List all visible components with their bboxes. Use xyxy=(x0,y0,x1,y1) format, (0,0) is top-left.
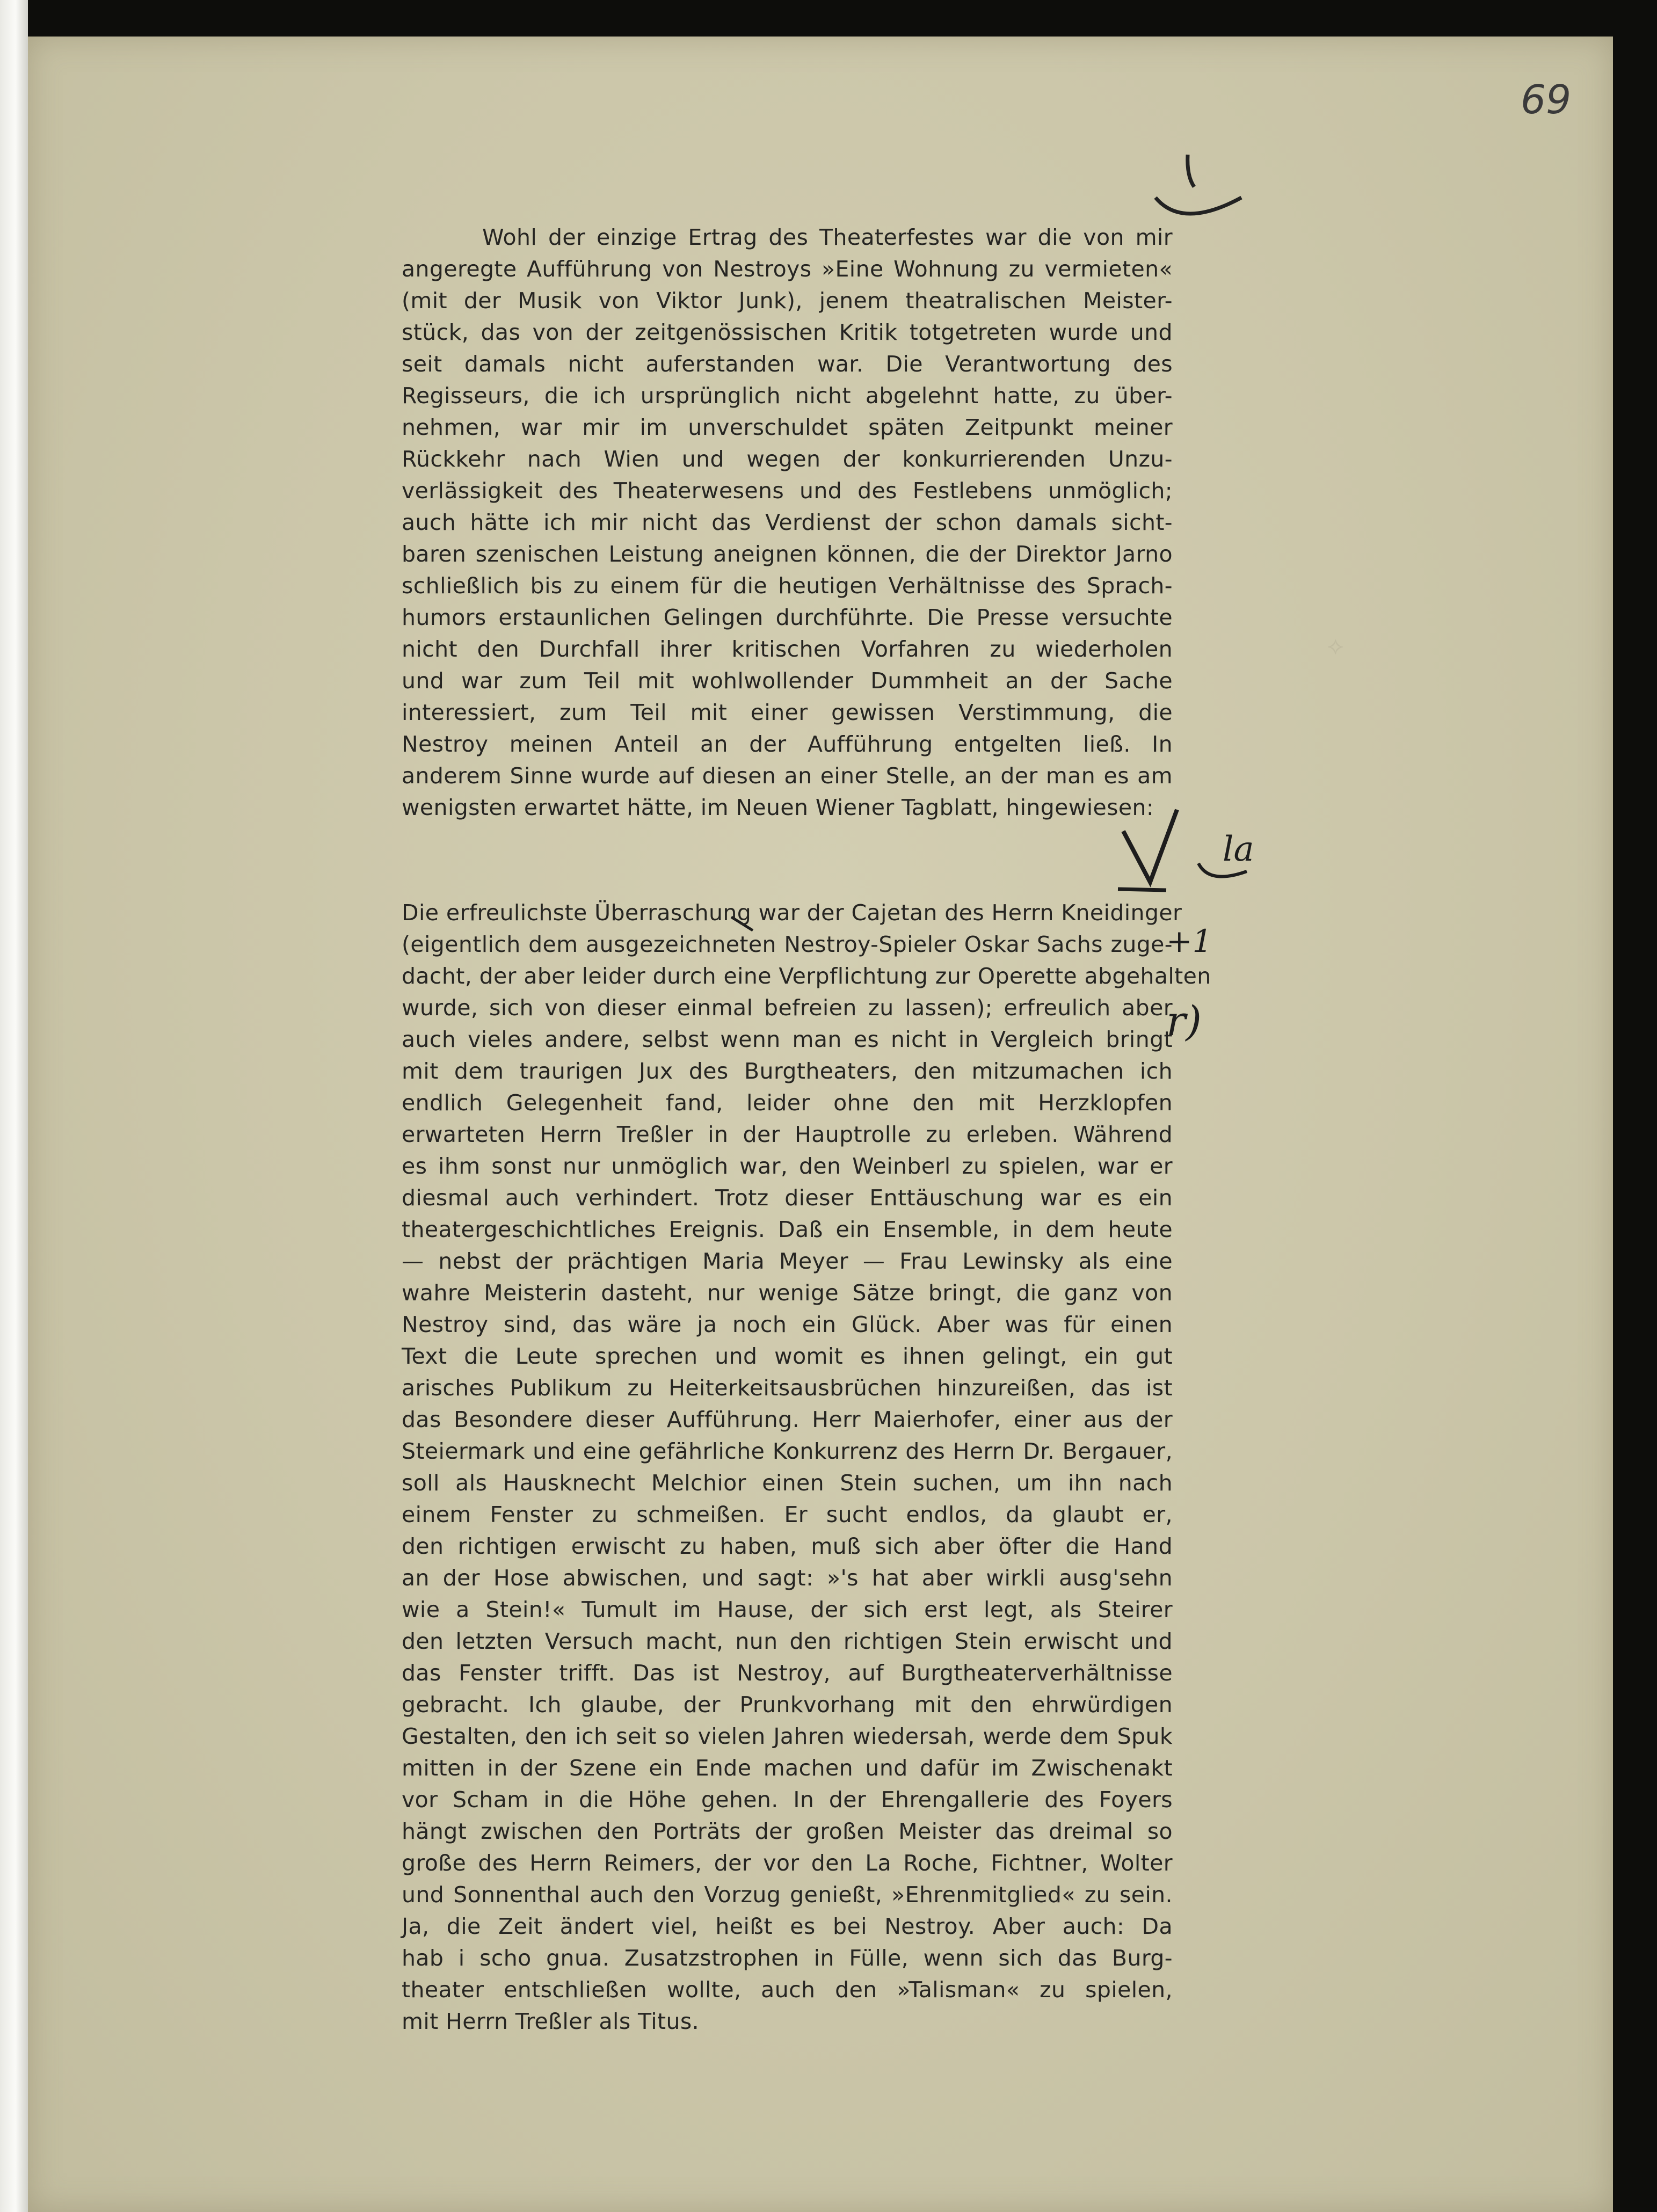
text-line: das Besondere dieser Aufführung. Herr Maierhofer, einer aus der xyxy=(402,1407,1173,1432)
text-line: Ja, die Zeit ändert viel, heißt es bei Nestroy. Aber auch: Da xyxy=(402,1913,1173,1939)
text-line: Wohl der einzige Ertrag des Theaterfestes war die von mir xyxy=(482,224,1173,250)
text-line: den letzten Versuch macht, nun den richtigen Stein erwischt und xyxy=(402,1628,1173,1654)
text-line: Nestroy meinen Anteil an der Aufführung entgelten ließ. In xyxy=(402,731,1173,757)
page-number: 69 xyxy=(1521,77,1572,123)
text-line: das Fenster trifft. Das ist Nestroy, auf Burgtheaterverhältnisse xyxy=(402,1660,1173,1686)
margin-mark-la: la xyxy=(1223,830,1254,869)
text-line: Steiermark und eine gefährliche Konkurrenz des Herrn Dr. Bergauer, xyxy=(402,1438,1173,1464)
margin-mark-plus: +1 xyxy=(1166,923,1212,959)
text-line: endlich Gelegenheit fand, leider ohne den mit Herzklopfen xyxy=(402,1090,1173,1116)
text-line: mitten in der Szene ein Ende machen und dafür im Zwischenakt xyxy=(402,1755,1173,1781)
text-line: theatergeschichtliches Ereignis. Daß ein Ensemble, in dem heute xyxy=(402,1217,1173,1242)
text-line: baren szenischen Leistung aneignen können, die der Direktor Jarno xyxy=(402,541,1173,567)
margin-mark-r: r) xyxy=(1166,997,1202,1045)
text-line: hab i scho gnua. Zusatzstrophen in Fülle, wenn sich das Burg- xyxy=(402,1945,1173,1971)
text-line: wenigsten erwartet hätte, im Neuen Wiener Tagblatt, hingewiesen: xyxy=(402,795,1154,820)
text-line: humors erstaunlichen Gelingen durchführte. Die Presse versuchte xyxy=(402,605,1173,630)
text-line: und war zum Teil mit wohlwollender Dummheit an der Sache xyxy=(402,668,1173,694)
text-line: soll als Hausknecht Melchior einen Stein suchen, um ihn nach xyxy=(402,1470,1173,1496)
text-line: interessiert, zum Teil mit einer gewissen Verstimmung, die xyxy=(402,700,1173,725)
text-line: — nebst der prächtigen Maria Meyer — Frau Lewinsky als eine xyxy=(402,1248,1173,1274)
text-line: wahre Meisterin dasteht, nur wenige Sätze bringt, die ganz von xyxy=(402,1280,1173,1306)
text-line: (eigentlich dem ausgezeichneten Nestroy-Spieler Oskar Sachs zuge- xyxy=(402,932,1173,957)
text-line: seit damals nicht auferstanden war. Die Verantwortung des xyxy=(402,351,1173,377)
text-line: theater entschließen wollte, auch den »Talisman« zu spielen, xyxy=(402,1977,1173,2003)
text-line: diesmal auch verhindert. Trotz dieser Enttäuschung war es ein xyxy=(402,1185,1173,1211)
text-line: mit dem traurigen Jux des Burgtheaters, den mitzumachen ich xyxy=(402,1058,1173,1084)
text-line: wie a Stein!« Tumult im Hause, der sich erst legt, als Steirer xyxy=(402,1597,1173,1622)
text-line: gebracht. Ich glaube, der Prunkvorhang mit den ehrwürdigen xyxy=(402,1692,1173,1718)
text-line: auch vieles andere, selbst wenn man es nicht in Vergleich bringt xyxy=(402,1027,1173,1052)
pen-mark-top-arc xyxy=(1155,198,1241,214)
paragraph-2-quotation xyxy=(402,897,1211,2038)
text-line: es ihm sonst nur unmöglich war, den Weinberl zu spielen, war er xyxy=(402,1153,1173,1179)
text-line: hängt zwischen den Porträts der großen Meister das dreimal so xyxy=(402,1818,1173,1844)
text-line: arisches Publikum zu Heiterkeitsausbrüchen hinzureißen, das ist xyxy=(402,1375,1173,1401)
text-line: vor Scham in die Höhe gehen. In der Ehrengallerie des Foyers xyxy=(402,1787,1173,1813)
text-line: an der Hose abwischen, und sagt: »'s hat aber wirkli ausg'sehn xyxy=(402,1565,1173,1591)
text-line: erwarteten Herrn Treßler in der Hauptrolle zu erleben. Während xyxy=(402,1122,1173,1147)
text-line: schließlich bis zu einem für die heutigen Verhältnisse des Sprach- xyxy=(402,573,1173,599)
text-line: nicht den Durchfall ihrer kritischen Vorfahren zu wiederholen xyxy=(402,636,1173,662)
paragraph-1 xyxy=(402,222,1173,824)
text-line: und Sonnenthal auch den Vorzug genießt, »Ehrenmitglied« zu sein. xyxy=(402,1882,1173,1908)
text-line: dacht, der aber leider durch eine Verpflichtung zur Operette abgehalten xyxy=(402,963,1211,989)
text-line: den richtigen erwischt zu haben, muß sich aber öfter die Hand xyxy=(402,1533,1173,1559)
text-line: verlässigkeit des Theaterwesens und des Festlebens unmöglich; xyxy=(402,478,1173,504)
bleed-through-ghost: ⟡ xyxy=(1327,631,1344,660)
text-line: Gestalten, den ich seit so vielen Jahren wiedersah, werde dem Spuk xyxy=(402,1723,1173,1749)
text-line: Text die Leute sprechen und womit es ihnen gelingt, ein gut xyxy=(402,1343,1173,1369)
text-line: Rückkehr nach Wien und wegen der konkurrierenden Unzu- xyxy=(402,446,1173,472)
text-line: stück, das von der zeitgenössischen Kritik totgetreten wurde und xyxy=(402,319,1173,345)
text-line: große des Herrn Reimers, der vor den La Roche, Fichtner, Wolter xyxy=(402,1850,1173,1876)
text-line: Nestroy sind, das wäre ja noch ein Glück. Aber was für einen xyxy=(402,1312,1173,1337)
text-line: einem Fenster zu schmeißen. Er sucht endlos, da glaubt er, xyxy=(402,1502,1173,1527)
document-page xyxy=(28,37,1613,2212)
text-line: (mit der Musik von Viktor Junk), jenem theatralischen Meister- xyxy=(402,288,1173,314)
pen-underline xyxy=(1118,889,1166,890)
book-spine-edge xyxy=(0,0,28,2212)
text-line: auch hätte ich mir nicht das Verdienst der schon damals sicht- xyxy=(402,510,1173,535)
text-line: wurde, sich von dieser einmal befreien zu lassen); erfreulich aber xyxy=(402,995,1173,1021)
text-line: mit Herrn Treßler als Titus. xyxy=(402,2009,700,2034)
text-line: angeregte Aufführung von Nestroys »Eine Wohnung zu vermieten« xyxy=(402,256,1173,282)
text-line: Die erfreulichste Überraschung war der Cajetan des Herrn Kneidinger xyxy=(402,900,1182,926)
text-line: anderem Sinne wurde auf diesen an einer Stelle, an der man es am xyxy=(402,763,1173,789)
text-line: nehmen, war mir im unverschuldet späten Zeitpunkt meiner xyxy=(402,414,1173,440)
pen-mark-top xyxy=(1188,155,1194,187)
text-line: Regisseurs, die ich ursprünglich nicht abgelehnt hatte, zu über- xyxy=(402,383,1173,409)
